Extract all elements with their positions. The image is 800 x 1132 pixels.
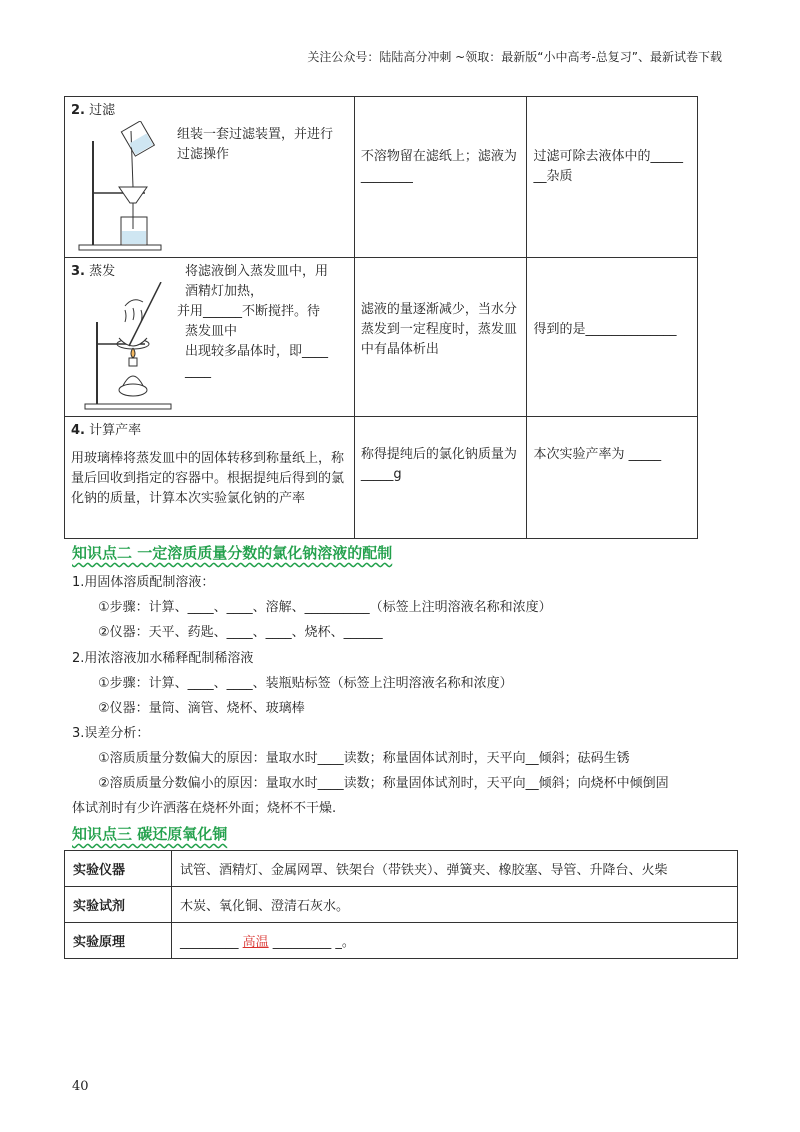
text-line: ②溶质质量分数偏小的原因：量取水时____读数；称量固体试剂时，天平向__倾斜；向烧杯中倾倒固	[98, 776, 669, 791]
op-line: 将滤液倒入蒸发皿中，用	[185, 264, 329, 279]
row-value: 试管、酒精灯、金属网罩、铁架台（带铁夹）、弹簧夹、橡胶塞、导管、升降台、火柴	[172, 851, 738, 887]
row-value: 木炭、氧化铜、澄清石灰水。	[172, 887, 738, 923]
step-evaporate-cell	[65, 258, 355, 417]
filter-conclusion: 过滤可除去液体中的_____ __杂质	[533, 149, 683, 184]
op-line: 并用______不断搅拌。待	[177, 304, 321, 319]
page-header: 关注公众号：陆陆高分冲刺 ~领取：最新版“小中高考-总复习”、最新试卷下载	[307, 50, 722, 64]
knowledge-point-2-title: 知识点二 一定溶质质量分数的氯化钠溶液的配制	[72, 544, 393, 562]
text-line: ①步骤：计算、____、____、溶解、__________（标签上注明溶液名称和浓度）	[98, 600, 552, 615]
row-label: 实验原理	[65, 923, 172, 959]
filter-phenomenon-cell	[354, 97, 527, 258]
evaporate-operation-text	[177, 262, 345, 382]
table-row	[65, 851, 738, 887]
row-label: 实验试剂	[65, 887, 172, 923]
text-line: 体试剂时有少许洒落在烧杯外面；烧杯不干燥.	[72, 801, 337, 816]
step-name: 蒸发	[89, 264, 116, 279]
step-name: 计算产率	[89, 423, 142, 438]
text-line: ②仪器：天平、药匙、____、____、烧杯、______	[98, 625, 383, 640]
op-line: 出现较多晶体时，即____	[185, 344, 329, 359]
row-label: 实验仪器	[65, 851, 172, 887]
text-line: 3.误差分析：	[72, 726, 150, 741]
yield-operation-text: 用玻璃棒将蒸发皿中的固体转移到称量纸上，称量后回收到指定的容器中。根据提纯后得到的氯化钠的质量，计算本次实验氯化钠的产率	[71, 451, 345, 506]
principle-equation	[172, 923, 738, 959]
table-row	[65, 417, 698, 539]
step-yield-cell	[65, 417, 355, 539]
text-line: 1.用固体溶质配制溶液：	[72, 575, 215, 590]
table-row	[65, 923, 738, 959]
table-row	[65, 887, 738, 923]
text-line: ①溶质质量分数偏大的原因：量取水时____读数；称量固体试剂时，天平向__倾斜；砝码生锈	[98, 751, 630, 766]
evaporate-phenomenon: 滤液的量逐渐减少，当水分蒸发到一定程度时，蒸发皿中有晶体析出	[360, 302, 517, 357]
text-line: ①步骤：计算、____、____、装瓶贴标签（标签上注明溶液名称和浓度）	[98, 676, 513, 691]
equation-blank-right: _________ _。	[272, 935, 355, 950]
filter-apparatus-illustration	[75, 121, 175, 251]
evaporation-apparatus-illustration	[81, 282, 181, 412]
filter-operation-text: 组装一套过滤装置，并进行过滤操作	[177, 127, 334, 162]
reaction-condition: 高温	[242, 935, 269, 950]
page-number: 40	[72, 1079, 89, 1094]
yield-phenomenon: 称得提纯后的氯化钠质量为 _____g	[360, 447, 517, 482]
yield-phenomenon-cell	[354, 417, 527, 539]
yield-conclusion: 本次实验产率为 _____	[533, 447, 662, 462]
step-number: 3.	[71, 264, 85, 279]
evaporate-conclusion-cell	[527, 258, 698, 417]
purification-steps-table	[64, 96, 698, 539]
op-line: ____	[185, 364, 211, 379]
carbon-reduction-table	[64, 850, 738, 959]
text-line: 2.用浓溶液加水稀释配制稀溶液	[72, 651, 254, 666]
step-number: 4.	[71, 423, 85, 438]
equation-blank-left: _________	[180, 935, 239, 950]
text-line: ②仪器：量筒、滴管、烧杯、玻璃棒	[98, 701, 305, 716]
knowledge-point-3-title: 知识点三 碳还原氧化铜	[72, 825, 228, 843]
table-row	[65, 258, 698, 417]
evaporate-conclusion: 得到的是______________	[533, 322, 677, 337]
filter-conclusion-cell	[527, 97, 698, 258]
op-line: 酒精灯加热，	[185, 284, 264, 299]
evaporate-phenomenon-cell	[354, 258, 527, 417]
filter-phenomenon: 不溶物留在滤纸上；滤液为________	[360, 149, 517, 184]
yield-conclusion-cell	[527, 417, 698, 539]
table-row	[65, 97, 698, 258]
step-filter-cell	[65, 97, 355, 258]
step-number: 2.	[71, 103, 85, 118]
op-line: 蒸发皿中	[185, 324, 238, 339]
step-name: 过滤	[89, 103, 116, 118]
